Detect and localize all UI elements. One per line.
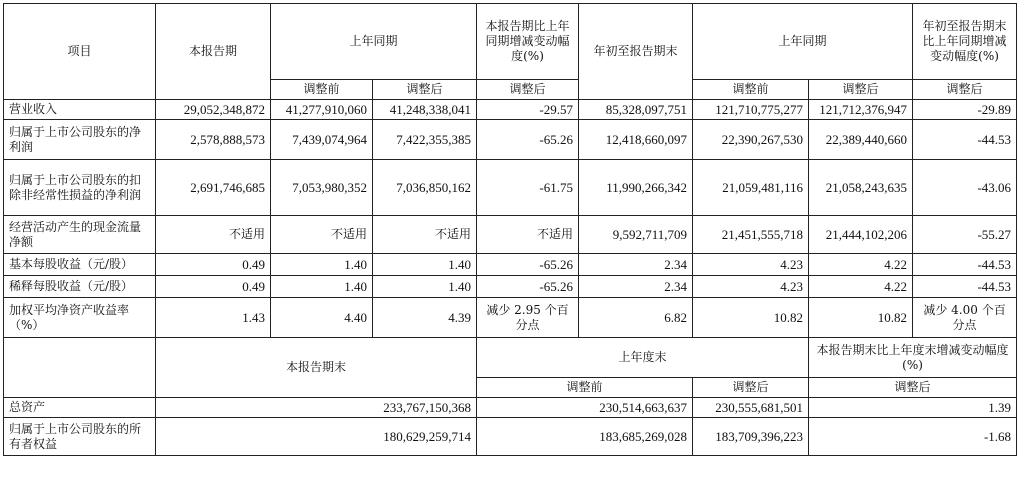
row-label: 归属于上市公司股东的净利润 bbox=[4, 120, 156, 160]
header-ytd-change: 年初至报告期末比上年同期增减变动幅度(%) bbox=[913, 4, 1017, 80]
balance-header-last-year-end: 上年度末 bbox=[477, 338, 809, 378]
cell-ytd-change: -43.06 bbox=[913, 160, 1017, 216]
row-label: 营业收入 bbox=[4, 100, 156, 120]
cell-ytd-before: 21,451,555,718 bbox=[693, 216, 809, 254]
row-label: 归属于上市公司股东的所有者权益 bbox=[4, 418, 156, 456]
balance-header-before-adj: 调整前 bbox=[477, 378, 693, 398]
row-label: 归属于上市公司股东的扣除非经常性损益的净利润 bbox=[4, 160, 156, 216]
cell-ly-before: 1.40 bbox=[271, 276, 373, 298]
cell-ytd-change: -44.53 bbox=[913, 254, 1017, 276]
table-row bbox=[4, 254, 1017, 276]
cell-change: -29.57 bbox=[477, 100, 579, 120]
row-label: 稀释每股收益（元/股） bbox=[4, 276, 156, 298]
cell-ytd-after: 10.82 bbox=[809, 298, 913, 338]
cell-change: 减少 2.95 个百分点 bbox=[477, 298, 579, 338]
cell-ly-after: 41,248,338,041 bbox=[373, 100, 477, 120]
cell-before-adj: 230,514,663,637 bbox=[477, 398, 693, 418]
cell-after-adj: 183,709,396,223 bbox=[693, 418, 809, 456]
cell-ly-after: 4.39 bbox=[373, 298, 477, 338]
cell-change: -65.26 bbox=[477, 254, 579, 276]
cell-change: -1.68 bbox=[809, 418, 1017, 456]
cell-ytd-before: 21,059,481,116 bbox=[693, 160, 809, 216]
cell-current: 2,578,888,573 bbox=[156, 120, 271, 160]
financial-table bbox=[3, 3, 1017, 456]
balance-header-after-adj: 调整后 bbox=[693, 378, 809, 398]
cell-ytd-after: 22,389,440,660 bbox=[809, 120, 913, 160]
cell-ly-before: 7,053,980,352 bbox=[271, 160, 373, 216]
cell-ly-before: 1.40 bbox=[271, 254, 373, 276]
cell-ytd-change: 减少 4.00 个百分点 bbox=[913, 298, 1017, 338]
cell-ytd-change: -44.53 bbox=[913, 120, 1017, 160]
balance-header-blank bbox=[4, 338, 156, 398]
table-row bbox=[4, 418, 1017, 456]
cell-change: -65.26 bbox=[477, 276, 579, 298]
header-same-period-last-year-ytd: 上年同期 bbox=[693, 4, 913, 80]
cell-ly-after: 7,422,355,385 bbox=[373, 120, 477, 160]
header-qoq-after-adj: 调整后 bbox=[477, 80, 579, 100]
table-row bbox=[4, 298, 1017, 338]
cell-before-adj: 183,685,269,028 bbox=[477, 418, 693, 456]
cell-ytd-before: 4.23 bbox=[693, 276, 809, 298]
cell-ytd-change: -29.89 bbox=[913, 100, 1017, 120]
cell-ytd-after: 121,712,376,947 bbox=[809, 100, 913, 120]
row-label: 加权平均净资产收益率（%） bbox=[4, 298, 156, 338]
cell-ly-after: 7,036,850,162 bbox=[373, 160, 477, 216]
cell-current: 2,691,746,685 bbox=[156, 160, 271, 216]
cell-change: -61.75 bbox=[477, 160, 579, 216]
header-ytd-change-after-adj: 调整后 bbox=[913, 80, 1017, 100]
header-before-adj: 调整前 bbox=[271, 80, 373, 100]
cell-ytd: 9,592,711,709 bbox=[579, 216, 693, 254]
row-label: 总资产 bbox=[4, 398, 156, 418]
cell-ytd-before: 22,390,267,530 bbox=[693, 120, 809, 160]
cell-after-adj: 230,555,681,501 bbox=[693, 398, 809, 418]
balance-header-period-end: 本报告期末 bbox=[156, 338, 477, 398]
cell-period-end: 180,629,259,714 bbox=[156, 418, 477, 456]
cell-ly-after: 1.40 bbox=[373, 254, 477, 276]
cell-ytd-change: -55.27 bbox=[913, 216, 1017, 254]
cell-current: 不适用 bbox=[156, 216, 271, 254]
balance-header-change-after: 调整后 bbox=[809, 378, 1017, 398]
header-ytd: 年初至报告期末 bbox=[579, 4, 693, 100]
cell-ly-after: 不适用 bbox=[373, 216, 477, 254]
cell-ytd-after: 21,058,243,635 bbox=[809, 160, 913, 216]
cell-ytd-after: 4.22 bbox=[809, 276, 913, 298]
cell-ytd-before: 10.82 bbox=[693, 298, 809, 338]
cell-ytd-after: 4.22 bbox=[809, 254, 913, 276]
header-same-period-last-year: 上年同期 bbox=[271, 4, 477, 80]
cell-ly-before: 7,439,074,964 bbox=[271, 120, 373, 160]
cell-ytd-after: 21,444,102,206 bbox=[809, 216, 913, 254]
cell-ytd: 2.34 bbox=[579, 276, 693, 298]
cell-change: 不适用 bbox=[477, 216, 579, 254]
table-row bbox=[4, 120, 1017, 160]
cell-current: 0.49 bbox=[156, 276, 271, 298]
header-after-adj: 调整后 bbox=[373, 80, 477, 100]
table-row bbox=[4, 100, 1017, 120]
cell-ytd: 2.34 bbox=[579, 254, 693, 276]
cell-ytd-before: 121,710,775,277 bbox=[693, 100, 809, 120]
cell-ytd-before: 4.23 bbox=[693, 254, 809, 276]
table-row bbox=[4, 160, 1017, 216]
cell-ytd: 85,328,097,751 bbox=[579, 100, 693, 120]
cell-current: 0.49 bbox=[156, 254, 271, 276]
header-ytd-before-adj: 调整前 bbox=[693, 80, 809, 100]
cell-change: -65.26 bbox=[477, 120, 579, 160]
cell-ly-before: 41,277,910,060 bbox=[271, 100, 373, 120]
header-ytd-after-adj: 调整后 bbox=[809, 80, 913, 100]
balance-header-change: 本报告期末比上年度末增减变动幅度(%) bbox=[809, 338, 1017, 378]
table-row bbox=[4, 398, 1017, 418]
cell-ly-after: 1.40 bbox=[373, 276, 477, 298]
cell-period-end: 233,767,150,368 bbox=[156, 398, 477, 418]
table-row bbox=[4, 276, 1017, 298]
header-item: 项目 bbox=[4, 4, 156, 100]
cell-ly-before: 不适用 bbox=[271, 216, 373, 254]
cell-current: 1.43 bbox=[156, 298, 271, 338]
cell-current: 29,052,348,872 bbox=[156, 100, 271, 120]
row-label: 经营活动产生的现金流量净额 bbox=[4, 216, 156, 254]
table-row bbox=[4, 216, 1017, 254]
cell-ytd: 6.82 bbox=[579, 298, 693, 338]
cell-ly-before: 4.40 bbox=[271, 298, 373, 338]
cell-ytd: 11,990,266,342 bbox=[579, 160, 693, 216]
header-current-period: 本报告期 bbox=[156, 4, 271, 100]
cell-ytd-change: -44.53 bbox=[913, 276, 1017, 298]
row-label: 基本每股收益（元/股） bbox=[4, 254, 156, 276]
cell-ytd: 12,418,660,097 bbox=[579, 120, 693, 160]
cell-change: 1.39 bbox=[809, 398, 1017, 418]
header-qoq-change: 本报告期比上年同期增减变动幅度(%) bbox=[477, 4, 579, 80]
